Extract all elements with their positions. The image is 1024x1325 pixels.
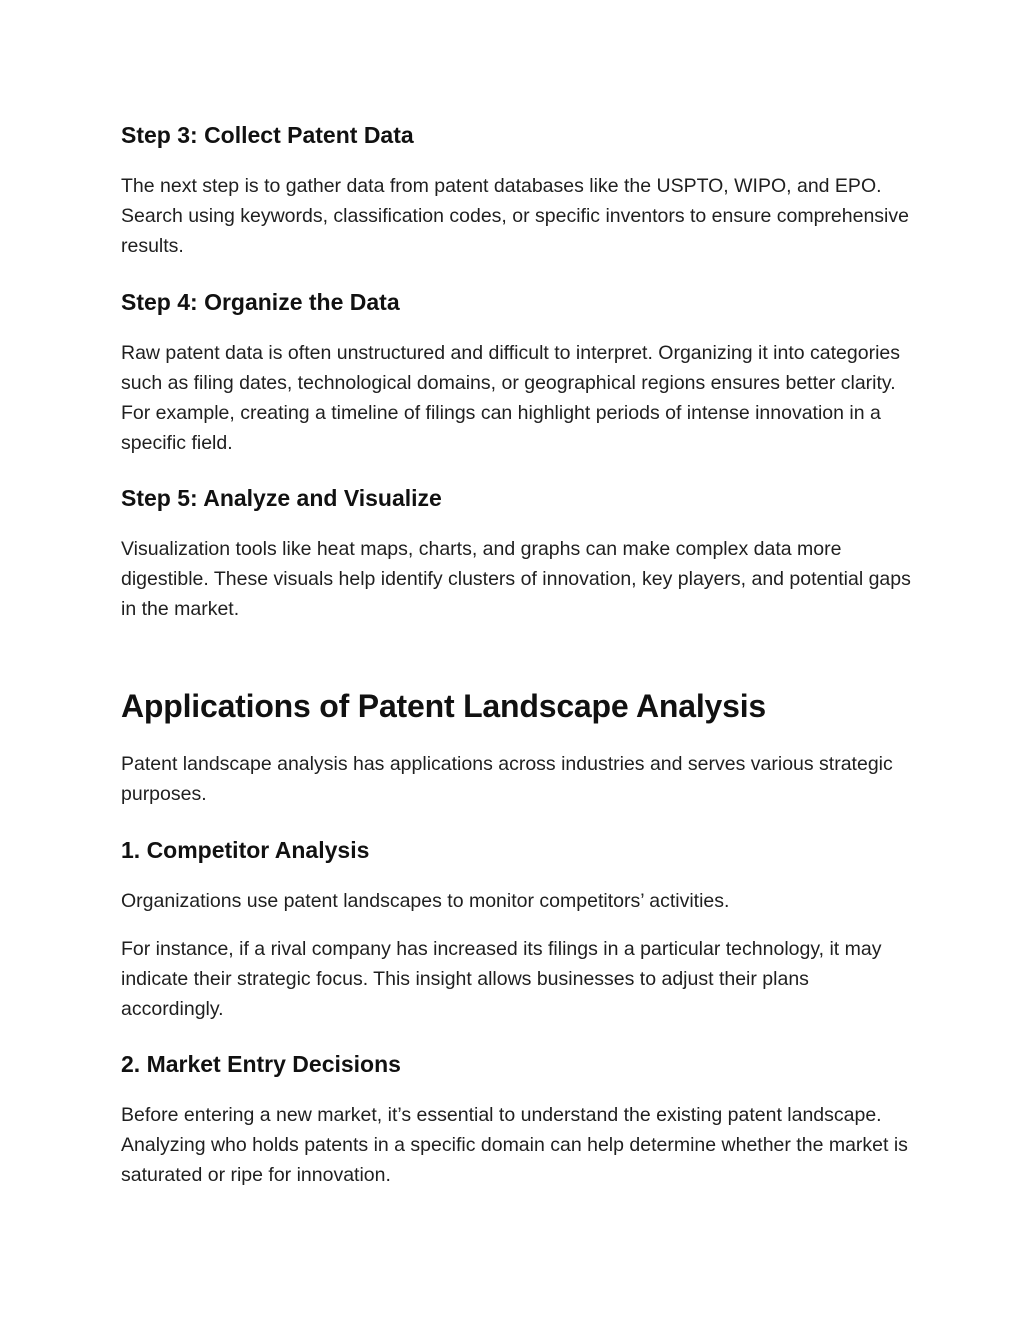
- competitor-analysis-paragraph-2: For instance, if a rival company has increased its filings in a particular technology, it may indicate their strategic focus. This insight allows businesses to adjust their plans accordingly.: [121, 938, 882, 1020]
- applications-intro-paragraph: Patent landscape analysis has applications across industries and serves various strategic purposes.: [121, 753, 893, 805]
- market-entry-paragraph: Before entering a new market, it’s essential to understand the existing patent landscape. Analyzing who holds patents in a specific domain can help determine whether the market is saturated or ripe for innovation.: [121, 1104, 908, 1186]
- step-3-paragraph: The next step is to gather data from patent databases like the USPTO, WIPO, and EPO. Search using keywords, classification codes, or specific inventors to ensure comprehensive results.: [121, 175, 909, 257]
- competitor-analysis-heading: 1. Competitor Analysis: [121, 837, 370, 863]
- step-5-paragraph: Visualization tools like heat maps, charts, and graphs can make complex data more digestible. These visuals help identify clusters of innovation, key players, and potential gaps in the market.: [121, 538, 911, 620]
- step-3-heading: Step 3: Collect Patent Data: [121, 122, 414, 148]
- market-entry-heading: 2. Market Entry Decisions: [121, 1051, 401, 1077]
- applications-heading: Applications of Patent Landscape Analysis: [121, 688, 766, 724]
- step-4-paragraph: Raw patent data is often unstructured and difficult to interpret. Organizing it into categories such as filing dates, technological domains, or geographical regions ensures better clarity. For example, creating a timeline of filings can highlight periods of intense innovation in a specific field.: [121, 342, 901, 454]
- competitor-analysis-paragraph-1: Organizations use patent landscapes to monitor competitors’ activities.: [121, 890, 730, 912]
- step-4-heading: Step 4: Organize the Data: [121, 289, 400, 315]
- step-5-heading: Step 5: Analyze and Visualize: [121, 485, 442, 511]
